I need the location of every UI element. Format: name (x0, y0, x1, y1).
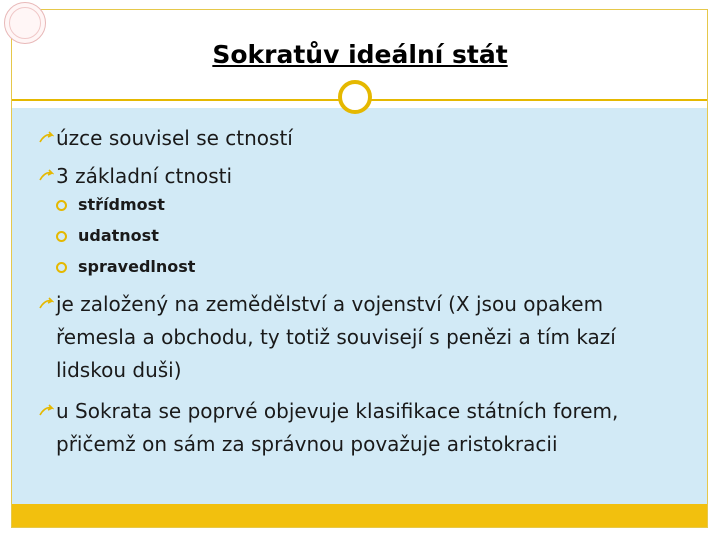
bullet-list (38, 126, 688, 474)
ring-bullet-icon (56, 200, 67, 211)
bullet-arrow-icon (38, 168, 54, 184)
sub-bullet-item (56, 195, 688, 215)
bullet-text: 3 základní ctnosti (56, 164, 233, 188)
sub-bullet-text: udatnost (78, 226, 159, 245)
slide-title: Sokratův ideální stát (212, 40, 508, 69)
bullet-item (38, 288, 688, 387)
logo-inner-ring (9, 7, 41, 39)
bullet-text: je založený na zemědělství a vojenství (X jsou opakem řemesla a obchodu, ty totiž souvisejí s penězi a tím kazí lidskou duši) (56, 292, 616, 382)
bullet-item (38, 126, 688, 151)
bullet-text: úzce souvisel se ctností (56, 126, 293, 150)
bullet-arrow-icon (38, 296, 54, 312)
bullet-arrow-icon (38, 130, 54, 146)
bullet-item (38, 164, 688, 189)
ring-bullet-icon (56, 231, 67, 242)
ring-bullet-icon (56, 262, 67, 273)
bullet-item (38, 395, 688, 461)
sub-bullet-item (56, 257, 688, 277)
sub-bullet-text: střídmost (78, 195, 165, 214)
bullet-arrow-icon (38, 403, 54, 419)
circle-ornament-icon (338, 80, 372, 114)
sub-bullet-list (56, 195, 688, 277)
sub-bullet-text: spravedlnost (78, 257, 196, 276)
bullet-text: u Sokrata se poprvé objevuje klasifikace státních forem, přičemž on sám za správnou považuje aristokracii (56, 399, 619, 456)
sub-bullet-item (56, 226, 688, 246)
university-seal-logo (4, 2, 46, 44)
